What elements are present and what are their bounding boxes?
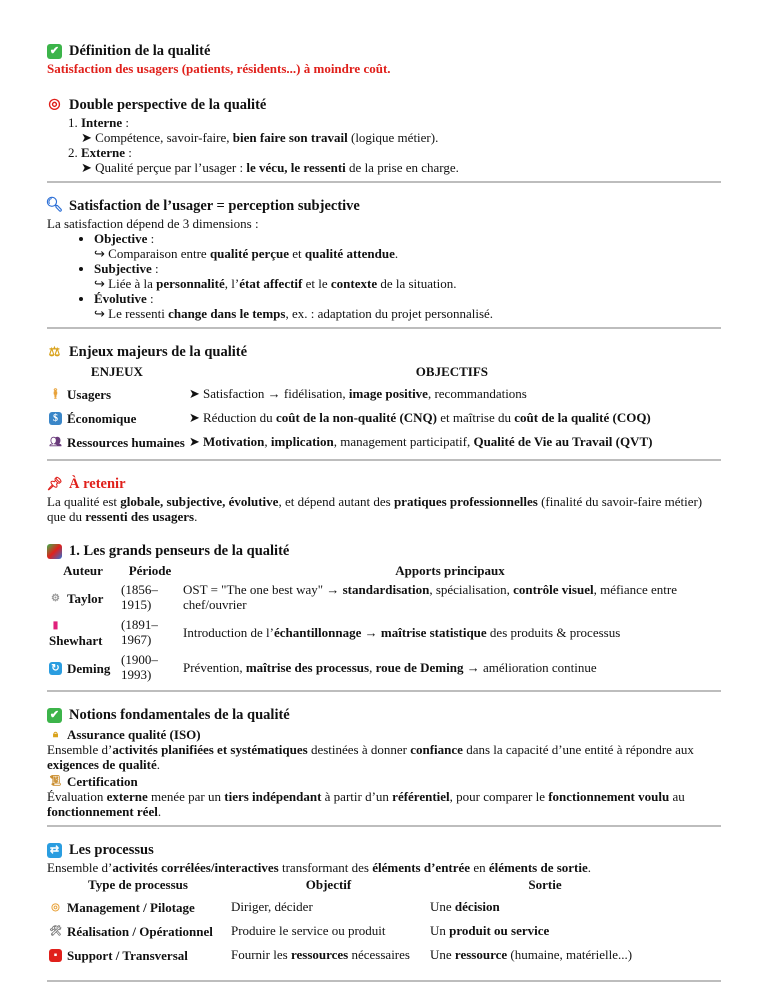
bold-segment: le vécu, le ressenti bbox=[246, 160, 346, 175]
notions-title: Notions fondamentales de la qualité bbox=[69, 707, 290, 723]
bold-segment: Motivation bbox=[203, 433, 265, 449]
text-segment: de la prise en charge. bbox=[345, 160, 459, 175]
text-segment: dans la capacité d’une entité à répondre aux bbox=[462, 742, 694, 757]
author-name: Taylor bbox=[67, 590, 104, 606]
text-segment: à partir d’un bbox=[321, 789, 393, 804]
satisfaction-title: Satisfaction de l’usager = perception subjective bbox=[69, 198, 360, 214]
cycle-icon: ↻ bbox=[49, 662, 62, 675]
bold-segment: ressources bbox=[290, 946, 349, 962]
table-header bbox=[47, 875, 662, 894]
text-segment: de la situation. bbox=[377, 276, 457, 291]
list-item bbox=[94, 231, 721, 261]
table-row bbox=[47, 614, 719, 650]
process-type: Réalisation / Opérationnel bbox=[67, 923, 213, 939]
text-segment: , l’ bbox=[224, 276, 240, 291]
list-item bbox=[81, 145, 721, 175]
penseurs-table bbox=[47, 561, 719, 684]
item-detail bbox=[94, 276, 721, 291]
item-sep: : bbox=[125, 145, 132, 160]
bold-segment: activités corrélées/interactives bbox=[112, 860, 279, 875]
satisfaction-intro: La satisfaction dépend de 3 dimensions : bbox=[47, 216, 259, 231]
definition-subtitle: Satisfaction des usagers (patients, résidents...) à moindre coût. bbox=[47, 61, 391, 76]
person-icon: 🕴︎ bbox=[49, 388, 62, 400]
text-segment: , méfiance entre chef/ouvrier bbox=[183, 582, 677, 612]
bold-segment: globale, subjective, évolutive bbox=[120, 494, 279, 509]
author-contribution bbox=[181, 614, 719, 650]
dimension-list bbox=[47, 231, 721, 321]
item-sep: : bbox=[146, 291, 154, 306]
section-penseurs bbox=[47, 542, 721, 692]
item-detail bbox=[94, 306, 721, 321]
bold-segment: ressenti des usagers bbox=[85, 509, 195, 524]
enjeu-objective bbox=[187, 381, 717, 405]
section-notions bbox=[47, 706, 721, 827]
text-segment: des produits & processus bbox=[486, 624, 621, 640]
people-icon: 👥︎ bbox=[49, 436, 62, 448]
bold-segment: personnalité bbox=[156, 276, 225, 291]
enjeux-table bbox=[47, 362, 717, 453]
pushpin-icon: 📌︎ bbox=[46, 476, 63, 491]
author-period: (1900–1993) bbox=[121, 652, 158, 682]
column-header: Objectif bbox=[305, 877, 352, 892]
bold-segment: décision bbox=[454, 898, 500, 914]
assurance-title: Assurance qualité (ISO) bbox=[67, 727, 201, 742]
enjeu-label: Ressources humaines bbox=[67, 434, 185, 450]
text-segment: ↪ Le ressenti bbox=[94, 306, 169, 321]
certification-title: Certification bbox=[67, 774, 138, 789]
column-header: ENJEUX bbox=[90, 364, 143, 379]
enjeu-label: Économique bbox=[67, 410, 137, 426]
section-heading bbox=[47, 197, 721, 215]
gear-icon: ⚙ bbox=[51, 592, 60, 604]
bold-segment: maîtrise des processus bbox=[245, 659, 370, 675]
table-row bbox=[47, 405, 717, 429]
section-processus bbox=[47, 841, 721, 982]
processus-table bbox=[47, 875, 662, 966]
section-heading bbox=[47, 42, 721, 60]
text-segment: ➤ bbox=[188, 433, 204, 449]
text-segment: ➤ Qualité perçue par l’usager : bbox=[81, 160, 247, 175]
bold-segment: contrôle visuel bbox=[513, 582, 594, 597]
text-segment: Fournir les bbox=[231, 946, 291, 962]
text-segment: et maîtrise du bbox=[437, 409, 515, 425]
divider bbox=[47, 690, 721, 692]
bold-segment: éléments d’entrée bbox=[372, 860, 471, 875]
bold-segment: fonctionnement voulu bbox=[548, 789, 670, 804]
process-type: Support / Transversal bbox=[67, 947, 188, 963]
table-row bbox=[47, 650, 719, 684]
process-output bbox=[428, 942, 662, 966]
table-header bbox=[47, 561, 719, 580]
check-icon: ✔ bbox=[47, 44, 62, 59]
process-objective bbox=[229, 894, 428, 918]
definition-title: Définition de la qualité bbox=[69, 43, 211, 59]
text-segment: Ensemble d’ bbox=[47, 860, 113, 875]
table-row bbox=[47, 429, 717, 453]
text-segment: Un bbox=[430, 922, 450, 938]
process-output bbox=[428, 894, 662, 918]
bold-segment: externe bbox=[106, 789, 148, 804]
retenir-title: À retenir bbox=[69, 476, 126, 492]
bold-segment: pratiques professionnelles bbox=[393, 494, 538, 509]
text-segment: , management participatif, bbox=[333, 433, 474, 449]
text-segment: et le bbox=[302, 276, 331, 291]
bold-segment: référentiel bbox=[392, 789, 450, 804]
text-segment: . bbox=[157, 804, 162, 819]
author-period: (1891–1967) bbox=[121, 617, 158, 647]
bold-segment: fonctionnement réel bbox=[47, 804, 158, 819]
process-output bbox=[428, 918, 662, 942]
text-segment: au bbox=[669, 789, 685, 804]
process-type: Management / Pilotage bbox=[67, 899, 195, 915]
item-label: Interne bbox=[81, 115, 123, 130]
section-definition bbox=[47, 42, 721, 76]
text-segment: ↪ Comparaison entre bbox=[94, 246, 210, 261]
section-heading bbox=[47, 475, 721, 493]
text-segment: → amélioration continue bbox=[463, 659, 597, 675]
books-icon bbox=[47, 544, 62, 559]
bold-segment: état affectif bbox=[239, 276, 303, 291]
text-segment: nécessaires bbox=[348, 946, 410, 962]
divider bbox=[47, 459, 721, 461]
divider bbox=[47, 327, 721, 329]
item-detail bbox=[81, 160, 721, 175]
bold-segment: ressource bbox=[454, 946, 508, 962]
text-segment: ➤ Réduction du bbox=[188, 409, 276, 425]
certification-text bbox=[47, 789, 721, 819]
column-header: Auteur bbox=[63, 563, 103, 578]
section-heading bbox=[47, 841, 721, 859]
bold-segment: bien faire son travail bbox=[232, 130, 348, 145]
double-title: Double perspective de la qualité bbox=[69, 97, 267, 113]
column-header: Période bbox=[128, 563, 172, 578]
divider bbox=[47, 181, 721, 183]
text-segment: destinées à donner bbox=[307, 742, 411, 757]
section-heading bbox=[47, 343, 721, 361]
bold-segment: tiers indépendant bbox=[224, 789, 322, 804]
bold-segment: standardisation bbox=[342, 582, 430, 597]
bold-segment: Qualité de Vie au Travail (QVT) bbox=[473, 433, 653, 449]
tools-icon: 🛠︎ bbox=[49, 925, 62, 937]
text-segment: , recommandations bbox=[427, 385, 527, 401]
text-segment: OST = "The one best way" → bbox=[183, 582, 343, 597]
author-name: Shewhart bbox=[49, 633, 103, 648]
bold-segment: roue de Deming bbox=[375, 659, 464, 675]
bold-segment: coût de la qualité (COQ) bbox=[514, 409, 651, 425]
text-segment: ➤ Compétence, savoir-faire, bbox=[81, 130, 233, 145]
text-segment: . bbox=[194, 509, 198, 524]
text-segment: . bbox=[394, 246, 399, 261]
text-segment: et bbox=[289, 246, 305, 261]
text-segment: , pour comparer le bbox=[449, 789, 549, 804]
scroll-icon: 📜︎ bbox=[49, 776, 62, 787]
lock-icon: 🔒︎ bbox=[52, 729, 59, 740]
text-segment: Ensemble d’ bbox=[47, 742, 113, 757]
table-row bbox=[47, 942, 662, 966]
text-segment: , bbox=[264, 433, 271, 449]
text-segment: en bbox=[470, 860, 489, 875]
item-sep: : bbox=[122, 115, 130, 130]
section-satisfaction bbox=[47, 197, 721, 329]
bold-segment: exigences de qualité bbox=[47, 757, 157, 772]
process-objective bbox=[229, 918, 428, 942]
text-segment: menée par un bbox=[147, 789, 225, 804]
table-row bbox=[47, 580, 719, 614]
item-detail bbox=[81, 130, 721, 145]
item-sep: : bbox=[151, 261, 159, 276]
repeat-icon: ⇄ bbox=[47, 843, 62, 858]
bold-segment: contexte bbox=[330, 276, 378, 291]
process-objective bbox=[229, 942, 428, 966]
text-segment: . bbox=[587, 860, 592, 875]
enjeu-objective bbox=[187, 405, 717, 429]
text-segment: . bbox=[156, 757, 161, 772]
section-heading bbox=[47, 96, 721, 114]
text-segment: transformant des bbox=[278, 860, 373, 875]
item-label: Externe bbox=[81, 145, 126, 160]
bar-chart-icon: ▮ bbox=[52, 620, 59, 631]
scales-icon: ⚖ bbox=[48, 344, 61, 359]
column-header: OBJECTIFS bbox=[415, 364, 489, 379]
author-period: (1856–1915) bbox=[121, 582, 158, 612]
penseurs-title: 1. Les grands penseurs de la qualité bbox=[69, 543, 290, 559]
bold-segment: coût de la non-qualité (CNQ) bbox=[275, 409, 437, 425]
bold-segment: image positive bbox=[348, 385, 428, 401]
bold-segment: éléments de sortie bbox=[488, 860, 588, 875]
text-segment: Une bbox=[430, 946, 455, 962]
item-sep: : bbox=[147, 231, 155, 246]
section-double-perspective bbox=[47, 96, 721, 183]
magnifier-icon: 🔍︎ bbox=[45, 198, 64, 213]
bold-segment: confiance bbox=[410, 742, 463, 757]
text-segment: Évaluation bbox=[47, 789, 107, 804]
bold-segment: qualité perçue bbox=[209, 246, 290, 261]
bold-segment: change dans le temps bbox=[168, 306, 286, 321]
target-icon: ◎ bbox=[48, 97, 61, 112]
column-header: Sortie bbox=[528, 877, 562, 892]
text-segment: (logique métier). bbox=[347, 130, 439, 145]
list-item bbox=[94, 261, 721, 291]
item-label: Évolutive bbox=[94, 291, 147, 306]
money-icon: $ bbox=[49, 412, 62, 425]
bold-segment: qualité attendue bbox=[304, 246, 395, 261]
enjeu-objective bbox=[187, 429, 717, 453]
author-contribution bbox=[181, 580, 719, 614]
table-row bbox=[47, 381, 717, 405]
perspective-list bbox=[47, 115, 721, 175]
section-heading bbox=[47, 706, 721, 724]
section-retenir bbox=[47, 475, 721, 524]
list-item bbox=[81, 115, 721, 145]
table-row bbox=[47, 918, 662, 942]
text-segment: ↪ Liée à la bbox=[94, 276, 157, 291]
check-icon: ✔ bbox=[47, 708, 62, 723]
divider bbox=[47, 825, 721, 827]
text-segment: , ex. : adaptation du projet personnalisé. bbox=[285, 306, 494, 321]
divider bbox=[47, 980, 721, 982]
enjeux-title: Enjeux majeurs de la qualité bbox=[69, 344, 248, 360]
column-header: Apports principaux bbox=[395, 563, 505, 578]
text-segment: Introduction de l’ bbox=[183, 624, 274, 640]
bold-segment: produit ou service bbox=[449, 922, 550, 938]
author-name: Deming bbox=[67, 660, 111, 676]
processus-title: Les processus bbox=[69, 842, 154, 858]
text-segment: Produire le service ou produit bbox=[231, 922, 386, 938]
assurance-text bbox=[47, 742, 721, 772]
item-label: Subjective bbox=[94, 261, 152, 276]
section-heading bbox=[47, 542, 721, 560]
text-segment: (humaine, matérielle...) bbox=[507, 946, 633, 962]
item-label: Objective bbox=[94, 231, 148, 246]
bold-segment: activités planifiées et systématiques bbox=[112, 742, 308, 757]
compass-icon: ◎ bbox=[51, 901, 60, 913]
text-segment: La qualité est bbox=[47, 494, 121, 509]
list-item bbox=[94, 291, 721, 321]
section-enjeux bbox=[47, 343, 721, 461]
table-header bbox=[47, 362, 717, 381]
text-segment: Diriger, décider bbox=[231, 898, 313, 914]
table-row bbox=[47, 894, 662, 918]
text-segment: , et dépend autant des bbox=[278, 494, 394, 509]
retenir-text bbox=[47, 494, 721, 524]
text-segment: ➤ Satisfaction → fidélisation, bbox=[188, 385, 349, 401]
column-header: Type de processus bbox=[88, 877, 188, 892]
text-segment: (finalité du savoir-faire métier) que du bbox=[47, 494, 703, 524]
bold-segment: implication bbox=[270, 433, 334, 449]
author-contribution bbox=[181, 650, 719, 684]
text-segment: Prévention, bbox=[183, 659, 246, 675]
text-segment: , bbox=[369, 659, 376, 675]
text-segment: , spécialisation, bbox=[429, 582, 514, 597]
text-segment: Une bbox=[430, 898, 455, 914]
toolbox-icon: ▪ bbox=[49, 949, 62, 962]
processus-intro bbox=[47, 860, 721, 875]
item-detail bbox=[94, 246, 721, 261]
enjeu-label: Usagers bbox=[67, 386, 112, 402]
bold-segment: échantillonnage → maîtrise statistique bbox=[273, 624, 487, 640]
